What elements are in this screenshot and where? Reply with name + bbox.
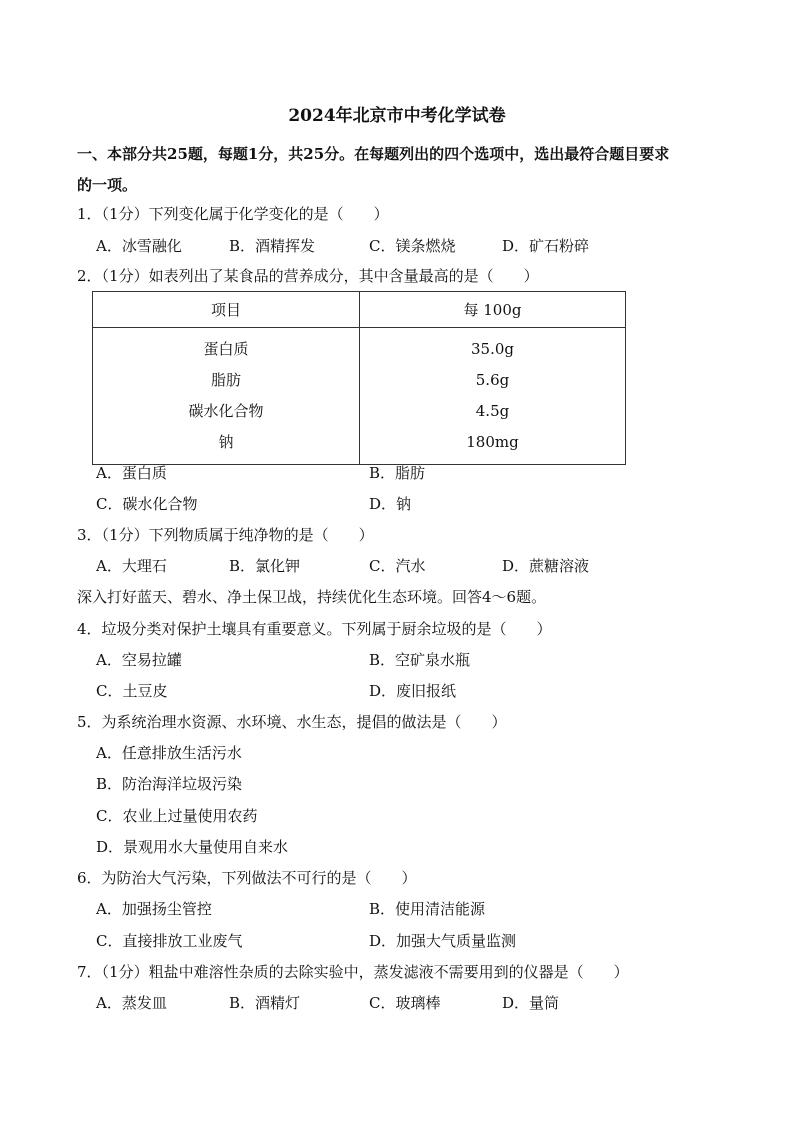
page-title: 2024年北京市中考化学试卷 [288,106,506,126]
q3-option-d: D．蔗糖溶液 [502,557,590,575]
question-1-stem: 1．（1分）下列变化属于化学变化的是（ ） [77,205,389,223]
q5-option-b: B．防治海洋垃圾污染 [96,775,243,793]
value-column [360,328,626,465]
header-item: 项目 [93,292,360,328]
table-header-row [93,292,626,328]
item-sodium: 钠 [218,433,234,451]
item-carbohydrate: 碳水化合物 [188,402,264,420]
question-7-stem: 7．（1分）粗盐中难溶性杂质的去除实验中，蒸发滤液不需要用到的仪器是（ ） [77,963,629,981]
q5-option-a: A．任意排放生活污水 [96,744,242,762]
question-3-stem: 3．（1分）下列物质属于纯净物的是（ ） [77,526,374,544]
item-protein: 蛋白质 [203,340,249,358]
q3-option-b: B．氯化钾 [229,557,301,575]
q5-option-d: D．景观用水大量使用自来水 [96,838,289,856]
q6-option-d: D．加强大气质量监测 [369,932,517,950]
q6-option-b: B．使用清洁能源 [369,900,486,918]
table-row [93,328,626,465]
section-header-continued: 的一项。 [77,176,138,194]
q6-option-c: C．直接排放工业废气 [96,932,243,950]
q2-option-c: C．碳水化合物 [96,495,198,513]
value-carbohydrate: 4.5g [475,402,510,420]
value-sodium: 180mg [466,433,519,451]
item-fat: 脂肪 [210,371,241,389]
value-protein: 35.0g [470,340,514,358]
q2-option-b: B．脂肪 [369,464,426,482]
q4-option-c: C．土豆皮 [96,682,168,700]
q7-option-a: A．蒸发皿 [96,994,167,1012]
q6-option-a: A．加强扬尘管控 [96,900,212,918]
q2-option-d: D．钠 [369,495,412,513]
q4-option-d: D．废旧报纸 [369,682,457,700]
question-5-stem: 5．为系统治理水资源、水环境、水生态，提倡的做法是（ ） [77,713,507,731]
q4-option-b: B．空矿泉水瓶 [369,651,471,669]
question-2-stem: 2．（1分）如表列出了某食品的营养成分，其中含量最高的是（ ） [77,267,539,285]
q7-option-b: B．酒精灯 [229,994,301,1012]
q7-option-d: D．量筒 [502,994,560,1012]
nutrition-table [92,291,626,465]
header-per-100g: 每 100g [360,292,626,328]
q1-option-a: A．冰雪融化 [96,237,182,255]
item-column [93,328,360,465]
section-header: 一、本部分共25题，每题1分，共25分。在每题列出的四个选项中，选出最符合题目要求 [77,145,670,163]
q3-option-c: C．汽水 [369,557,426,575]
passage-intro: 深入打好蓝天、碧水、净土保卫战，持续优化生态环境。回答4～6题。 [77,588,547,606]
question-4-stem: 4．垃圾分类对保护土壤具有重要意义。下列属于厨余垃圾的是（ ） [77,620,552,638]
q2-option-a: A．蛋白质 [96,464,167,482]
q4-option-a: A．空易拉罐 [96,651,182,669]
q7-option-c: C．玻璃棒 [369,994,441,1012]
q1-option-c: C．镁条燃烧 [369,237,456,255]
q5-option-c: C．农业上过量使用农药 [96,807,258,825]
q1-option-d: D．矿石粉碎 [502,237,590,255]
value-fat: 5.6g [475,371,510,389]
question-6-stem: 6．为防治大气污染，下列做法不可行的是（ ） [77,869,417,887]
q3-option-a: A．大理石 [96,557,167,575]
q1-option-b: B．酒精挥发 [229,237,316,255]
